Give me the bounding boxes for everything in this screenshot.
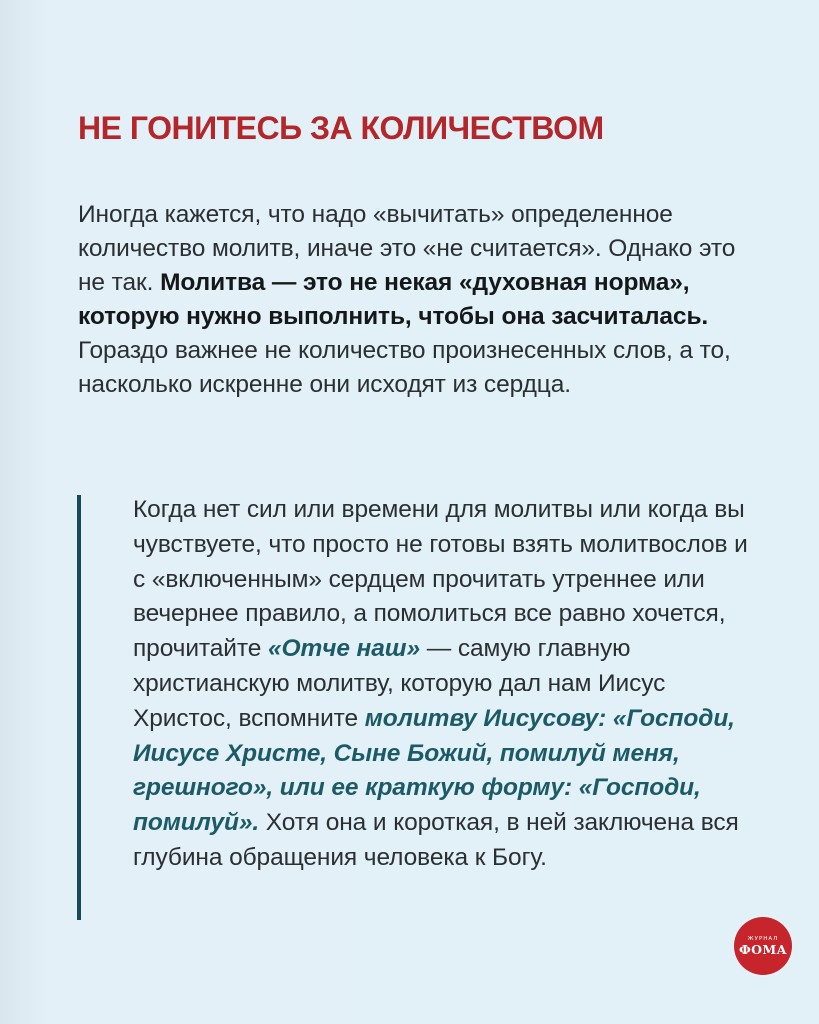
intro-paragraph: [78, 198, 768, 402]
quote-highlight-our-father: «Отче наш»: [267, 635, 420, 663]
intro-text-start: Иногда кажется, что надо «вычитать» определенное количество молитв, иначе это «не считается». Однако это не так.: [78, 201, 736, 296]
page-title: НЕ ГОНИТЕСЬ ЗА КОЛИЧЕСТВОМ: [78, 110, 604, 146]
logo-big-text: ФОМА: [739, 941, 787, 957]
quote-accent-bar: [77, 495, 81, 920]
quote-text-middle: — самую главную христианскую молитву, которую дал нам Иисус Христос, вспомните: [133, 635, 666, 732]
quote-paragraph: [133, 493, 748, 876]
intro-bold-statement: Молитва — это не некая «духовная норма», которую нужно выполнить, чтобы она засчиталась.: [78, 269, 709, 330]
logo-small-text: ЖУРНАЛ: [747, 935, 779, 942]
foma-logo: [734, 917, 792, 975]
quote-highlight-jesus-prayer: молитву Иисусову: «Господи, Иисусе Христе, Сыне Божий, помилуй меня, грешного», или ее краткую форму: «Господи, помилуй».: [133, 704, 735, 837]
intro-text-end: Гораздо важнее не количество произнесенных слов, а то, насколько искренне они исходят из сердца.: [78, 337, 731, 398]
quote-text-start: Когда нет сил или времени для молитвы или когда вы чувствуете, что просто не готовы взять молитвослов и с «включенным» сердцем прочитать утреннее или вечернее правило, а помолиться все равно хочется, прочитайте: [133, 496, 748, 663]
quote-text-end: Хотя она и короткая, в ней заключена вся глубина обращения человека к Богу.: [133, 809, 739, 871]
